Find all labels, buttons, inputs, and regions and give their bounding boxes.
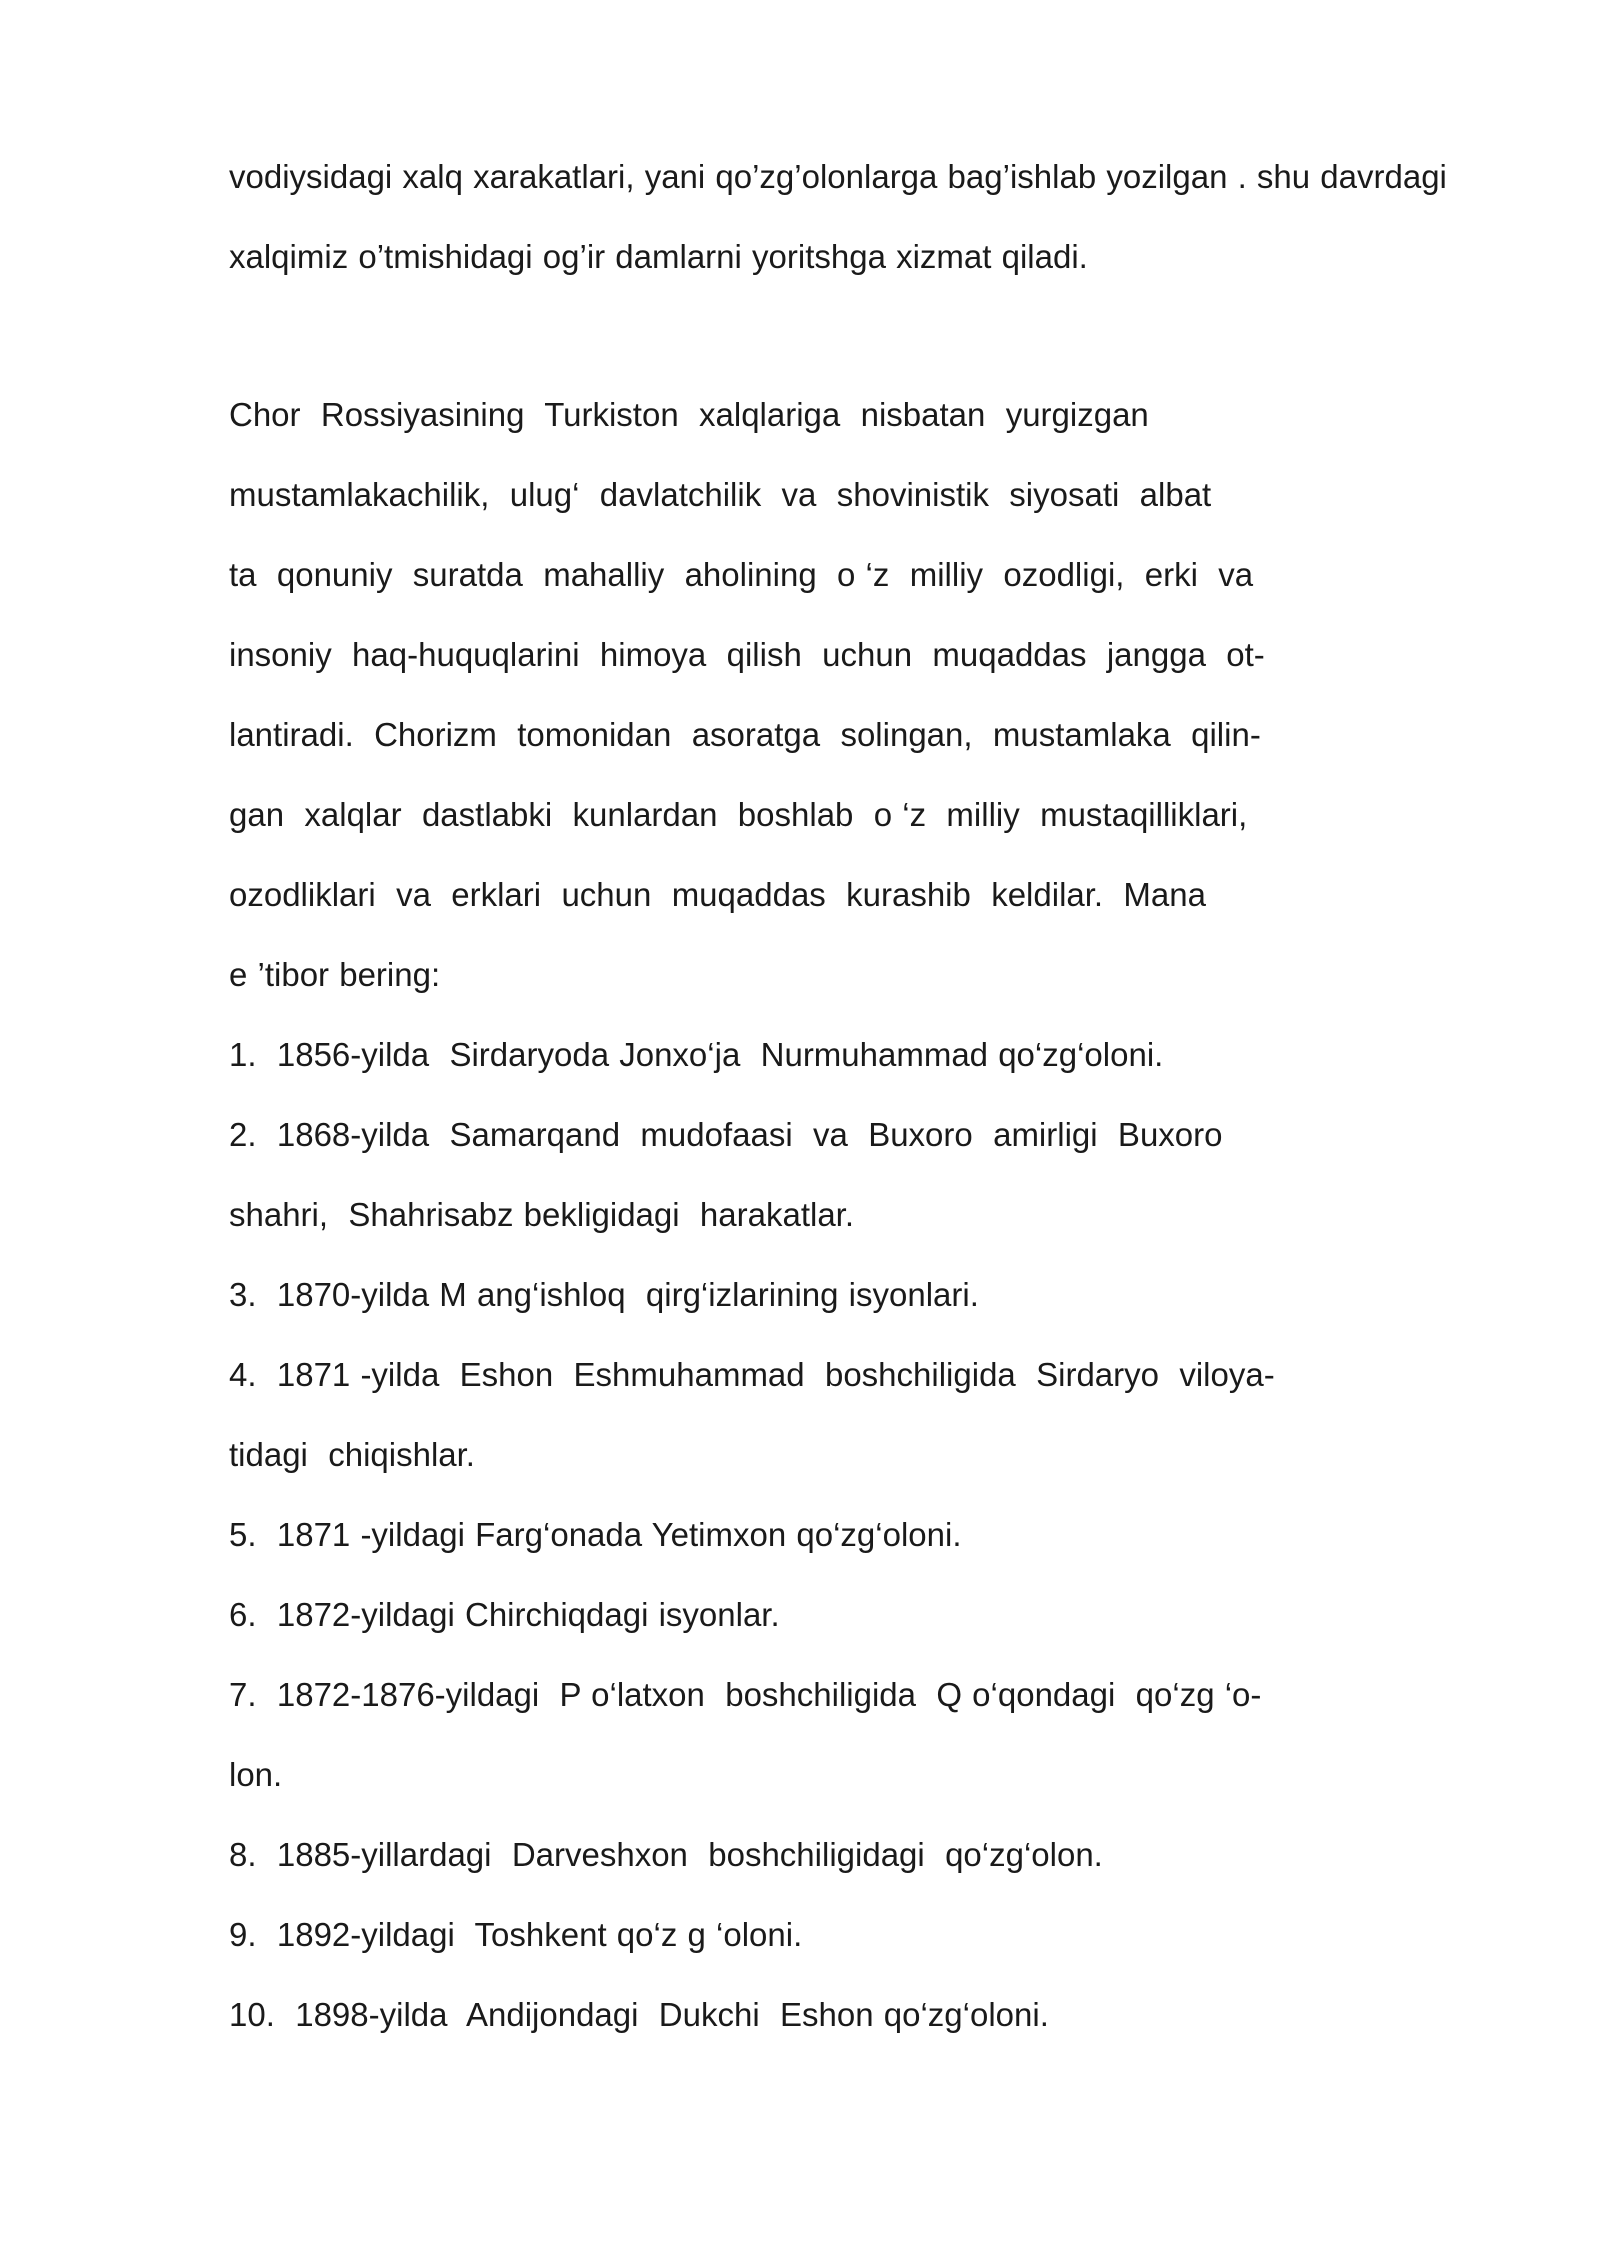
list-item: 5. 1871 -yildagi Farg‘onada Yetimxon qo‘zg‘oloni. xyxy=(229,1516,962,1553)
paragraph-line: e ’tibor bering: xyxy=(229,956,441,993)
list-item: shahri, Shahrisabz bekligidagi harakatlar. xyxy=(229,1196,855,1233)
paragraph-line: insoniy haq-huquqlarini himoya qilish uchun muqaddas jangga ot- xyxy=(229,636,1265,673)
paragraph-line: Chor Rossiyasining Turkiston xalqlariga nisbatan yurgizgan xyxy=(229,396,1149,433)
list-item: 9. 1892-yildagi Toshkent qo‘z g ‘oloni. xyxy=(229,1916,803,1953)
paragraph-line: gan xalqlar dastlabki kunlardan boshlab o ‘z milliy mustaqilliklari, xyxy=(229,796,1248,833)
paragraph-line: ozodliklari va erklari uchun muqaddas kurashib keldilar. Mana xyxy=(229,876,1206,913)
list-item: 3. 1870-yilda M ang‘ishloq qirg‘izlarining isyonlari. xyxy=(229,1276,979,1313)
list-item: 10. 1898-yilda Andijondagi Dukchi Eshon qo‘zg‘oloni. xyxy=(229,1996,1049,2033)
list-item: 1. 1856-yilda Sirdaryoda Jonxo‘ja Nurmuhammad qo‘zg‘oloni. xyxy=(229,1036,1164,1073)
intro-line: vodiysidagi xalq xarakatlari, yani qo’zg’olonlarga bag’ishlab yozilgan . shu davrdagi xyxy=(229,158,1447,195)
list-item: 8. 1885-yillardagi Darveshxon boshchiligidagi qo‘zg‘olon. xyxy=(229,1836,1103,1873)
paragraph-line: lantiradi. Chorizm tomonidan asoratga solingan, mustamlaka qilin- xyxy=(229,716,1261,753)
list-item: 2. 1868-yilda Samarqand mudofaasi va Buxoro amirligi Buxoro xyxy=(229,1116,1223,1153)
list-item: tidagi chiqishlar. xyxy=(229,1436,475,1473)
list-item: 4. 1871 -yilda Eshon Eshmuhammad boshchiligida Sirdaryo viloya- xyxy=(229,1356,1275,1393)
paragraph-line: mustamlakachilik, ulug‘ davlatchilik va shovinistik siyosati albat xyxy=(229,476,1212,513)
list-item: 7. 1872-1876-yildagi P o‘latxon boshchiligida Q o‘qondagi qo‘zg ‘o- xyxy=(229,1676,1262,1713)
list-item: lon. xyxy=(229,1756,283,1793)
intro-line: xalqimiz o’tmishidagi og’ir damlarni yoritshga xizmat qiladi. xyxy=(229,238,1088,275)
paragraph-line: ta qonuniy suratda mahalliy aholining o ‘z milliy ozodligi, erki va xyxy=(229,556,1254,593)
list-item: 6. 1872-yildagi Chirchiqdagi isyonlar. xyxy=(229,1596,780,1633)
